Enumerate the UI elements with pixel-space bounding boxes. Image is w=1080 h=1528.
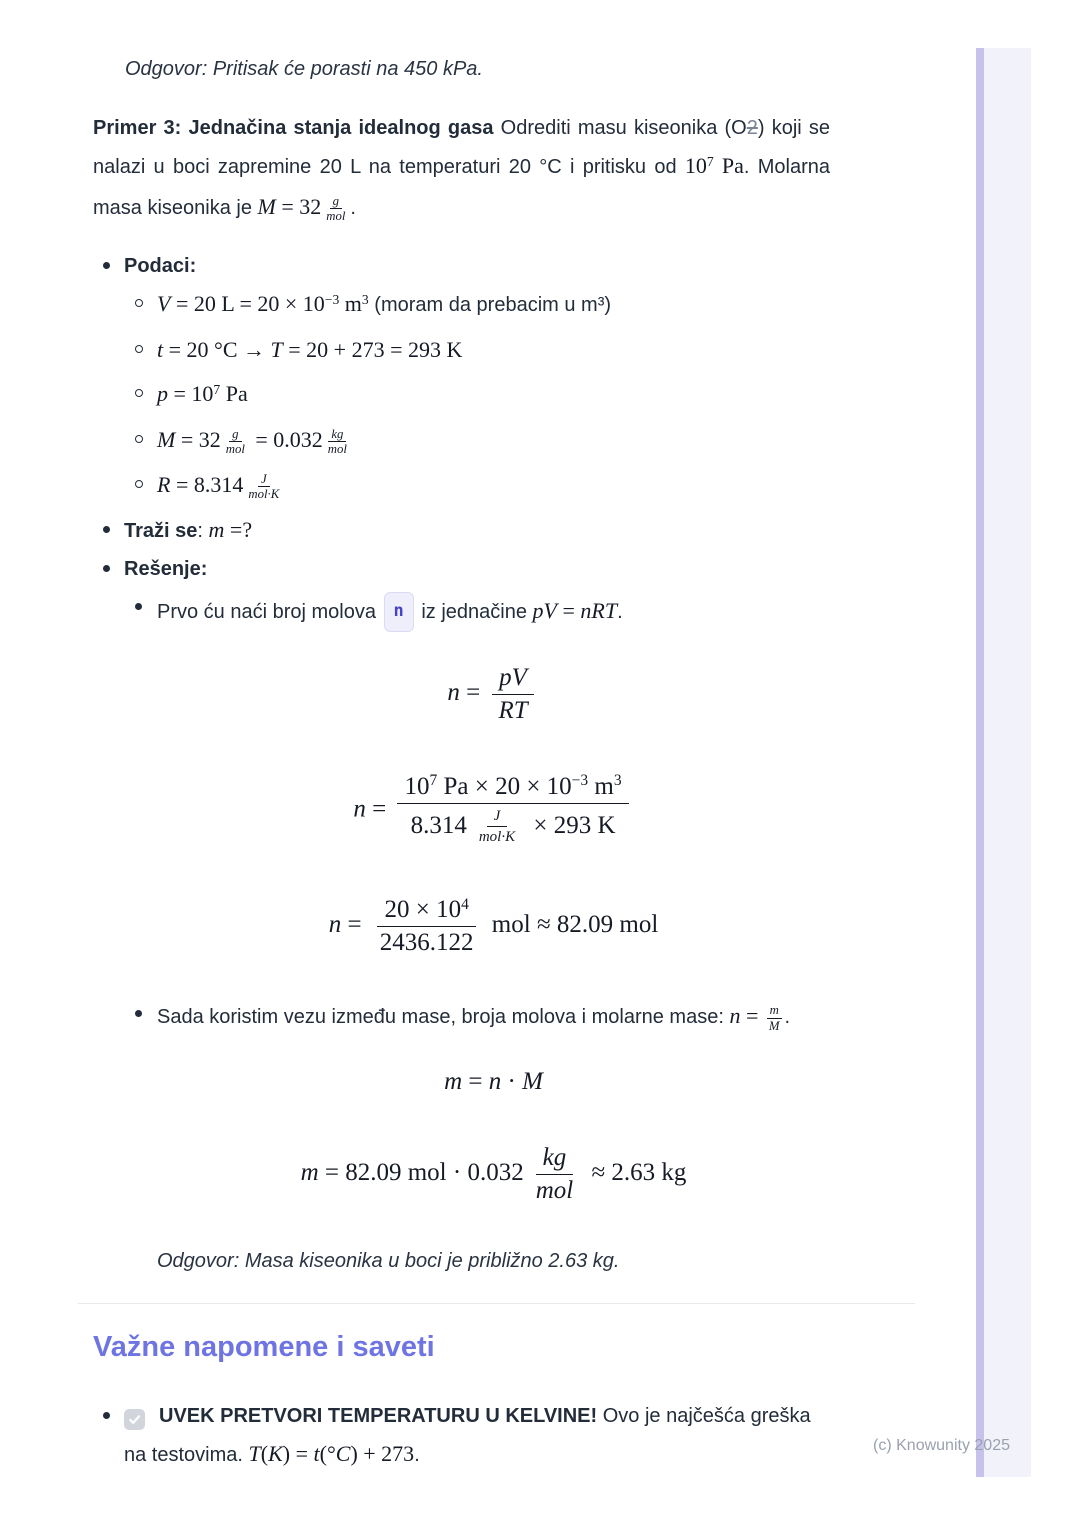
math-unknown: m =? (208, 516, 253, 542)
inline-math-pressure: $10^7$ Pa (684, 153, 744, 178)
bullet-disc-icon (103, 526, 110, 533)
inline-math-molar-mass: M = 32 $\frac{g}{\text{mol}}$ (257, 194, 346, 224)
statement-text: . (350, 197, 356, 219)
bullet-disc-icon (103, 1412, 110, 1419)
copyright-watermark: (c) Knowunity 2025 (873, 1437, 1010, 1454)
code-chip-n: n (384, 592, 414, 632)
equation-n-substitution: n = $10^7$ $Pa \times 20 \times 10^{-3}$ $m^3$ 8.314 $\frac{J}{\text{mol·K}}$ × 293 K (157, 771, 830, 851)
step1-text: Prvo ću naći broj molova (157, 600, 382, 623)
statement-text: . Molarna masa kiseonika je (93, 156, 831, 219)
list-item-trazi-se (93, 515, 830, 546)
bullet-disc-icon (103, 262, 110, 269)
step2-text: . (784, 1006, 791, 1029)
equation-mass-formula: m = n · M (444, 1068, 543, 1096)
list-item-molar-mass (93, 425, 830, 457)
podaci-label: Podaci: (124, 255, 197, 277)
equation-n-definition: n = $\frac{pV}{RT}$ (157, 662, 830, 727)
equation-mass-result: m = 82.09 mol · 0.032 $\frac{kg}{\text{mol}}$ ≈ 2.63 kg (300, 1144, 687, 1205)
list-item-step2 (93, 999, 830, 1034)
list-item-step1 (93, 592, 830, 632)
list-item-gas-constant (93, 470, 830, 502)
step1-text: . (617, 600, 623, 623)
check-icon (128, 1413, 141, 1426)
note-text: Ovo je najčešća greška na testovima. (124, 1405, 811, 1467)
step2-text: Sada koristim vezu između mase, broja molova i molarne mase: (157, 1006, 730, 1029)
math-kelvin-conversion: T(K) = t(°C) + 273 (248, 1441, 415, 1467)
note-after-math: (moram da prebacim u m³) (368, 294, 612, 316)
bullet-disc-icon (103, 565, 110, 572)
document-content (93, 55, 830, 1474)
bullet-circle-icon (135, 435, 143, 443)
list-item-note-kelvin (93, 1397, 830, 1474)
problem-statement (93, 109, 830, 227)
bullet-circle-icon (135, 480, 143, 488)
checkbox-checked-icon (124, 1409, 145, 1430)
math-ideal-gas-law: pV = nRT (532, 597, 618, 623)
struck-subscript: 2 (746, 117, 758, 139)
list-item-resenje (93, 554, 830, 584)
bullet-circle-icon (135, 345, 143, 353)
statement-text: ) koji se nalazi u boci zapremine 20 L na temperaturi 20 °C i pritisku od (93, 117, 831, 178)
section-divider (78, 1303, 915, 1304)
bullet-disc-icon (135, 603, 142, 610)
statement-text: Odrediti masu kiseonika (O (493, 117, 747, 139)
math-gas-constant: R = 8.314 $\frac{J}{\text{mol·K}}$ (157, 471, 280, 502)
list-item-podaci (93, 251, 830, 281)
bullet-disc-icon (135, 1010, 142, 1017)
math-volume: V = 20 $L = 20 \times 10^{-3}$ $m^3$ (157, 291, 369, 316)
equation-n-result: n = $\frac{20 \times 10^4}{2436.122}$ mol ≈ 82.09 mol (328, 895, 659, 957)
math-n-m-M: n = $\frac{m}{M}$ (729, 1003, 784, 1028)
trazi-label: Traži se (124, 519, 198, 542)
answer-text-mass: Odgovor: Masa kiseonika u boci je približno 2.63 kg. (157, 1250, 620, 1273)
list-item-temperature (93, 335, 830, 366)
math-temperature: t = 20 °C → T = 20 + 273 = 293 K (157, 337, 463, 362)
trazi-colon: : (197, 519, 209, 542)
math-pressure: $p = 10^7$ Pa (157, 381, 248, 406)
step1-text: iz jednačine (415, 600, 533, 623)
list-item-pressure (93, 379, 830, 412)
note-text: . (414, 1444, 420, 1467)
note-bold-text: UVEK PRETVORI TEMPERATURU U KELVINE! (159, 1405, 598, 1428)
answer-text-previous: Odgovor: Pritisak će porasti na 450 kPa. (125, 58, 483, 80)
bullet-circle-icon (135, 389, 143, 397)
page-edge-panel (976, 48, 1031, 1477)
list-item-volume (93, 289, 830, 322)
problem-title: Primer 3: Jednačina stanja idealnog gasa (93, 117, 494, 139)
section-heading: Važne napomene i saveti (93, 1331, 435, 1364)
resenje-label: Rešenje: (124, 557, 208, 580)
bullet-circle-icon (135, 299, 143, 307)
math-molar-mass: M = 32 $\frac{g}{\text{mol}}$ = 0.032 $\frac{kg}{\text{mol}}$ (157, 427, 347, 457)
